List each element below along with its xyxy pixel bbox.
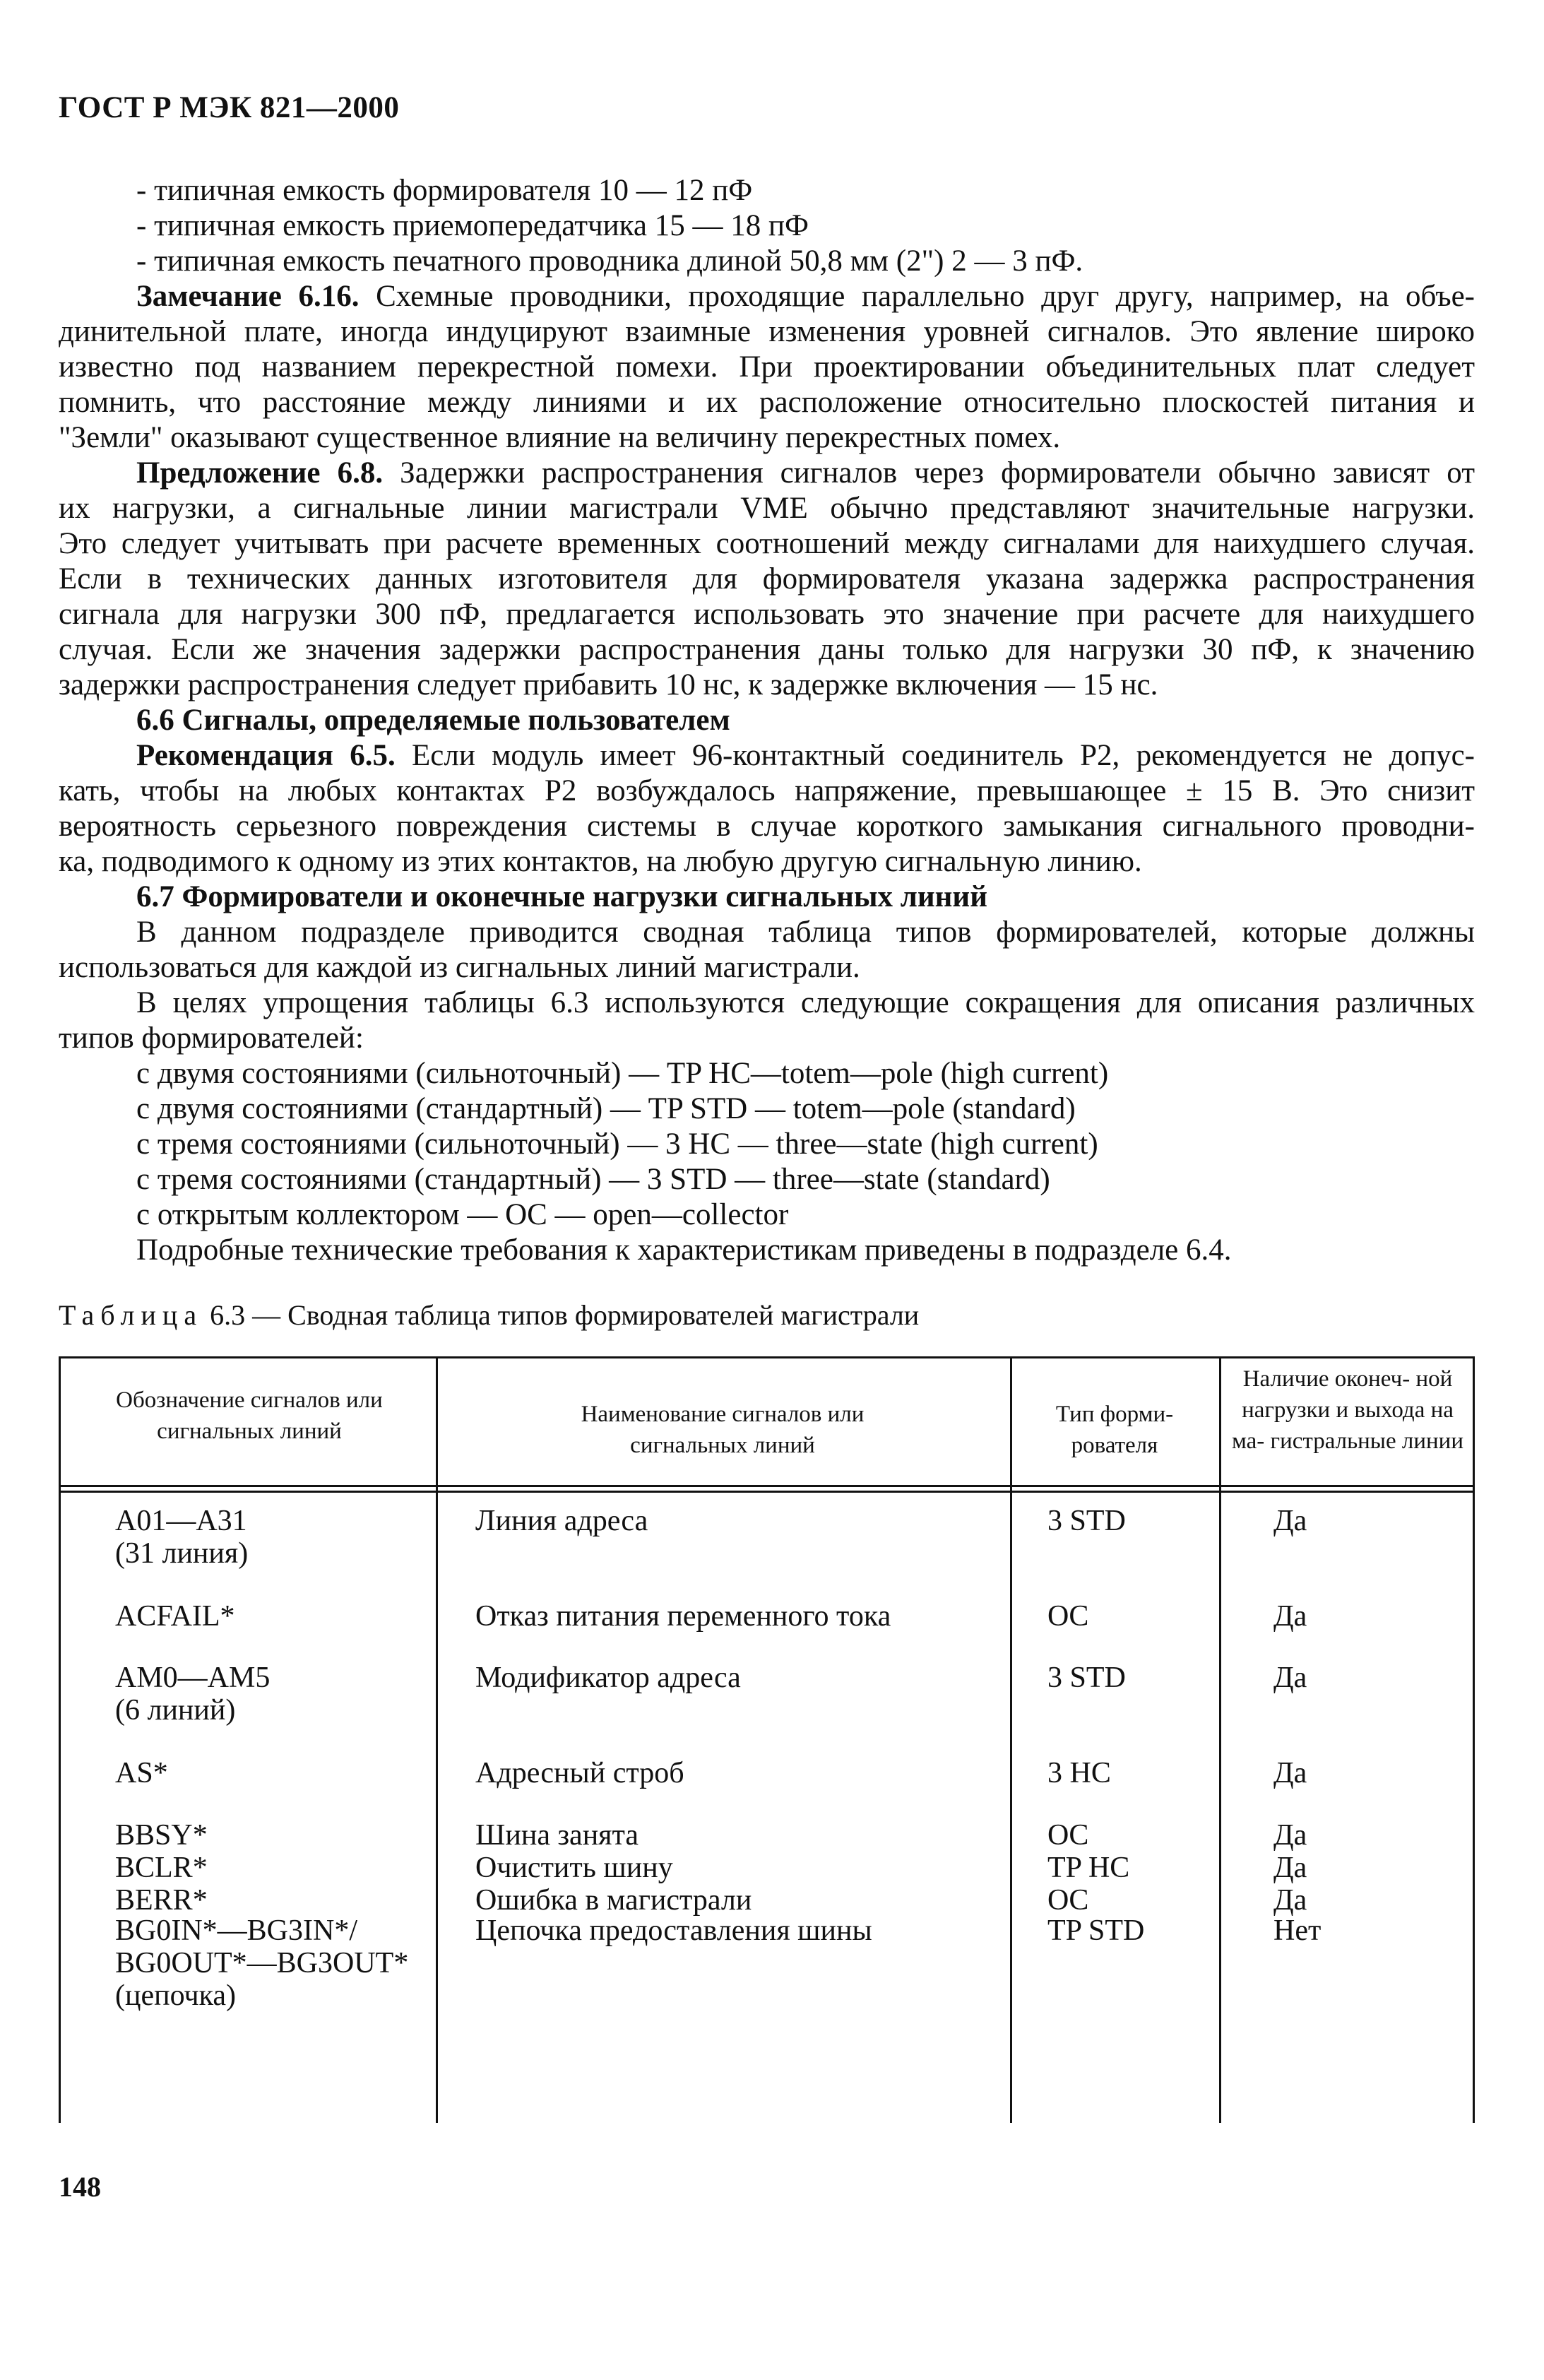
capacitance-trace: - типичная емкость печатного проводника длиной 50,8 мм (2") 2 — 3 пФ. (136, 244, 1083, 278)
table-border-right (1473, 1356, 1475, 2123)
abbreviation-tp-hc: с двумя состояниями (сильноточный) — TP HC—totem—pole (high current) (136, 1057, 1109, 1090)
abbreviation-3-hc: с тремя состояниями (сильноточный) — 3 HC — three—state (high current) (136, 1127, 1098, 1161)
section-6-7-para-2-line-2: типов формирователей: (59, 1022, 364, 1055)
table-cell-designation: (6 линий) (115, 1694, 236, 1727)
recommendation-6-5-line-2: кать, чтобы на любых контактах Р2 возбуждалось напряжение, превышающее ± 15 В. Это снизит (59, 774, 1475, 807)
table-cell-name: Цепочка предоставления шины (475, 1914, 872, 1947)
table-cell-type: TP STD (1047, 1914, 1145, 1947)
table-cell-designation: BG0IN*—BG3IN*/ (115, 1914, 357, 1947)
suggestion-6-8-line-1: Предложение 6.8. Задержки распространения сигналов через формирователи обычно зависят от (136, 456, 1475, 490)
table-top-border (59, 1356, 1475, 1358)
section-6-7-para-2-line-1: В целях упрощения таблицы 6.3 используются следующие сокращения для описания различных (136, 986, 1475, 1019)
table-cell-designation: AS* (115, 1757, 168, 1789)
table-cell-name: Очистить шину (475, 1852, 673, 1884)
table-cell-type: OC (1047, 1884, 1089, 1917)
table-cell-type: 3 STD (1047, 1662, 1126, 1694)
table-cell-termination: Да (1273, 1757, 1307, 1789)
table-cell-designation: (цепочка) (115, 1979, 237, 2012)
table-cell-designation: A01—A31 (115, 1505, 247, 1537)
table-cell-name: Отказ питания переменного тока (475, 1600, 891, 1633)
table-cell-type: OC (1047, 1819, 1089, 1852)
table-cell-termination: Да (1273, 1884, 1307, 1917)
table-cell-name: Ошибка в магистрали (475, 1884, 752, 1917)
capacitance-driver: - типичная емкость формирователя 10 — 12 пФ (136, 174, 753, 207)
suggestion-6-8-label: Предложение 6.8. (136, 456, 384, 490)
table-cell-designation: BBSY* (115, 1819, 208, 1852)
column-header-designation: Обозначение сигналов или сигнальных линий (116, 1387, 383, 1444)
table-cell-type: 3 HC (1047, 1757, 1111, 1789)
recommendation-6-5-label: Рекомендация 6.5. (136, 739, 396, 772)
table-cell-name: Модификатор адреса (475, 1662, 741, 1694)
table-header-rule-1 (59, 1485, 1475, 1487)
suggestion-6-8-line-7: задержки распространения следует прибавить 10 нс, к задержке включения — 15 нс. (59, 668, 1158, 701)
suggestion-6-8-line-5: сигнала для нагрузки 300 пФ, предлагается использовать это значение при расчете для наихудшего (59, 598, 1475, 631)
column-header-termination: Наличие оконеч- ной нагрузки и выхода на ма- гистральные линии (1231, 1366, 1463, 1454)
suggestion-6-8-line-6: случая. Если же значения задержки распространения даны только для нагрузки 30 пФ, к значению (59, 633, 1475, 666)
section-6-7-heading: 6.7 Формирователи и оконечные нагрузки сигнальных линий (136, 880, 987, 913)
table-column-divider-2 (1010, 1356, 1012, 2123)
note-6-16-label: Замечание 6.16. (136, 280, 360, 313)
table-cell-name: Линия адреса (475, 1505, 648, 1537)
note-6-16-line-3: известно под названием перекрестной помехи. При проектировании объединительных плат следует (59, 350, 1475, 384)
table-cell-designation: AM0—AM5 (115, 1662, 271, 1694)
table-cell-designation: BCLR* (115, 1852, 208, 1884)
table-cell-termination: Да (1273, 1505, 1307, 1537)
table-cell-designation: ACFAIL* (115, 1600, 235, 1633)
note-6-16-line-4: помнить, что расстояние между линиями и их расположение относительно плоскостей питания и (59, 386, 1475, 419)
table-header-rule-2 (59, 1491, 1475, 1493)
note-6-16-line-1: Замечание 6.16. Схемные проводники, проходящие параллельно друг другу, например, на объе- (136, 280, 1475, 313)
table-caption-word: Таблица (59, 1299, 203, 1331)
recommendation-6-5-line-4: ка, подводимого к одному из этих контактов, на любую другую сигнальную линию. (59, 845, 1142, 878)
table-cell-termination: Да (1273, 1600, 1307, 1633)
table-caption (59, 1298, 919, 1332)
page-number: 148 (59, 2171, 101, 2203)
section-6-7-para-1-line-2: использоваться для каждой из сигнальных линий магистрали. (59, 951, 860, 984)
note-6-16-line-2: динительной плате, иногда индуцируют взаимные изменения уровней сигналов. Это явление широко (59, 315, 1475, 348)
table-cell-name: Шина занята (475, 1819, 639, 1852)
table-cell-designation: BERR* (115, 1884, 208, 1917)
table-cell-termination: Да (1273, 1819, 1307, 1852)
table-caption-text: 6.3 — Сводная таблица типов формирователей магистрали (210, 1299, 920, 1331)
table-cell-designation: (31 линия) (115, 1537, 249, 1570)
table-cell-type: OC (1047, 1600, 1089, 1633)
suggestion-6-8-line-4: Если в технических данных изготовителя для формирователя указана задержка распространения (59, 562, 1475, 596)
table-column-divider-3 (1219, 1356, 1221, 2123)
section-6-7-para-1-line-1: В данном подразделе приводится сводная таблица типов формирователей, которые должны (136, 916, 1475, 949)
table-cell-name: Адресный строб (475, 1757, 684, 1789)
table-cell-type: TP HC (1047, 1852, 1130, 1884)
document-header: ГОСТ Р МЭК 821—2000 (59, 91, 400, 124)
column-header-name: Наименование сигналов или сигнальных линий (581, 1402, 865, 1458)
recommendation-6-5-line-1: Рекомендация 6.5. Если модуль имеет 96-контактный соединитель Р2, рекомендуется не допус- (136, 739, 1475, 772)
abbreviation-3-std: с тремя состояниями (стандартный) — 3 STD — three—state (standard) (136, 1163, 1050, 1196)
capacitance-transceiver: - типичная емкость приемопередатчика 15 — 18 пФ (136, 209, 809, 242)
suggestion-6-8-line-2: их нагрузки, а сигнальные линии магистрали VME обычно представляют значительные нагрузки. (59, 492, 1475, 525)
section-6-6-heading: 6.6 Сигналы, определяемые пользователем (136, 704, 730, 737)
suggestion-6-8-line-3: Это следует учитывать при расчете временных соотношений между сигналами для наихудшего случая. (59, 527, 1475, 560)
abbreviation-oc: с открытым коллектором — OC — open—collector (136, 1198, 789, 1231)
abbreviation-tp-std: с двумя состояниями (стандартный) — TP STD — totem—pole (standard) (136, 1092, 1076, 1125)
table-cell-termination: Нет (1273, 1914, 1322, 1947)
reference-section-6-4: Подробные технические требования к характеристикам приведены в подразделе 6.4. (136, 1233, 1232, 1267)
body-text (59, 173, 1475, 1268)
table-cell-termination: Да (1273, 1852, 1307, 1884)
table-border-left (59, 1356, 61, 2123)
recommendation-6-5-line-3: вероятность серьезного повреждения системы в случае короткого замыкания сигнального проводни- (59, 810, 1475, 843)
driver-summary-table (59, 1356, 1475, 2123)
table-column-divider-1 (436, 1356, 438, 2123)
column-header-driver-type: Тип форми- рователя (1055, 1402, 1174, 1458)
table-cell-designation: BG0OUT*—BG3OUT* (115, 1947, 409, 1979)
table-cell-termination: Да (1273, 1662, 1307, 1694)
note-6-16-line-5: "Земли" оказывают существенное влияние на величину перекрестных помех. (59, 421, 1061, 454)
table-cell-type: 3 STD (1047, 1505, 1126, 1537)
